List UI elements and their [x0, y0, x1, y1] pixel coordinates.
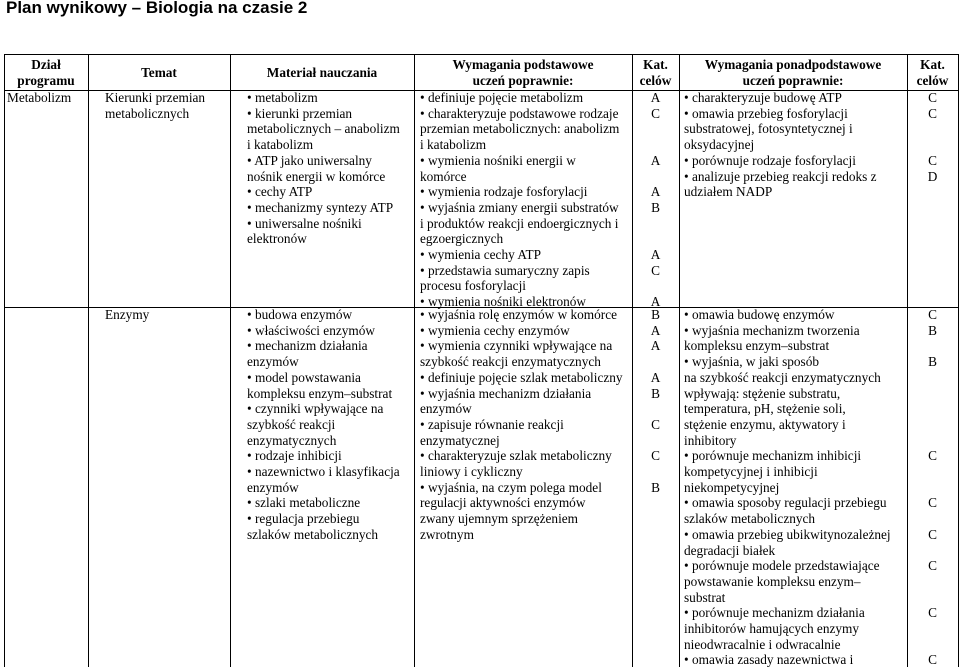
cell-line: substratowej, fotosyntetycznej i — [684, 121, 853, 137]
cell-line: C — [928, 652, 937, 668]
cell-line: • porównuje mechanizm inhibicji — [684, 448, 862, 464]
cell-line: niekompetycyjnej — [684, 479, 780, 495]
cell-line: i katabolizm — [420, 137, 487, 153]
header-wymagania-ponadpodstawowe — [679, 57, 907, 89]
row-2-material — [247, 307, 400, 543]
cell-line: Enzymy — [105, 307, 150, 322]
cell-line: metabolicznych – anabolizm — [247, 121, 400, 137]
cell-line — [907, 480, 958, 496]
cell-line — [632, 511, 679, 527]
cell-line: • uniwersalne nośniki — [247, 215, 362, 231]
row-1-kat-2 — [907, 90, 958, 200]
header-ponad-line: Wymagania ponadpodstawowe — [704, 57, 882, 72]
cell-line: • porównuje modele przedstawiające — [684, 558, 880, 574]
cell-line: kompleksu enzym–substrat — [684, 338, 830, 354]
cell-line: C — [651, 262, 660, 278]
cell-line: A — [650, 338, 661, 354]
cell-line — [632, 495, 679, 511]
cell-line: zwrotnym — [420, 526, 474, 542]
cell-line: temperatura, pH, stężenie soli, — [684, 401, 846, 417]
header-material: Materiał nauczania — [266, 65, 378, 80]
header-dzial-line: Dział — [31, 57, 61, 72]
cell-line: • przedstawia sumaryczny zapis — [420, 262, 590, 278]
row-1-temat — [105, 90, 205, 121]
cell-line: A — [650, 152, 661, 168]
cell-line — [7, 307, 10, 323]
cell-line: • porównuje mechanizm działania — [684, 605, 865, 621]
cell-line: C — [928, 495, 937, 511]
cell-line: • regulacja przebiegu — [247, 511, 360, 527]
cell-line: • omawia budowę enzymów — [684, 307, 835, 322]
cell-line: • wymienia czynniki wpływające na — [420, 338, 613, 354]
header-podst-line: Wymagania podstawowe — [452, 57, 594, 72]
cell-line — [907, 464, 958, 480]
cell-line: B — [928, 322, 937, 338]
cell-line: • definiuje pojęcie metabolizm — [420, 90, 584, 105]
cell-line: nośnik energii w komórce — [247, 168, 386, 184]
cell-line: • model powstawania — [247, 369, 361, 385]
cell-line: • charakteryzuje szlak metaboliczny — [420, 448, 612, 464]
cell-line: C — [928, 90, 937, 105]
cell-line: liniowy i cykliczny — [420, 464, 523, 480]
cell-line: • analizuje przebieg reakcji redoks z — [684, 168, 877, 184]
cell-line: • ATP jako uniwersalny — [247, 152, 372, 168]
cell-line: inhibitory — [684, 432, 737, 448]
cell-line: • wyjaśnia, na czym polega model — [420, 479, 602, 495]
cell-line: i produktów reakcji endoergicznych i — [420, 215, 619, 231]
cell-line: regulacji aktywności enzymów — [420, 495, 586, 511]
cell-line: C — [928, 448, 937, 464]
cell-line — [907, 590, 958, 606]
cell-line — [907, 121, 958, 137]
cell-line: • wymienia rodzaje fosforylacji — [420, 184, 588, 200]
cell-line: C — [928, 152, 937, 168]
cell-line: A — [650, 322, 661, 338]
cell-line: enzymatycznych — [247, 432, 337, 448]
cell-line: szlaków metabolicznych — [247, 526, 379, 542]
cell-line: C — [651, 105, 660, 121]
cell-line: • kierunki przemian — [247, 105, 353, 121]
cell-line: udziałem NADP — [684, 184, 773, 200]
col-border-2 — [230, 54, 231, 667]
col-border-0 — [4, 54, 5, 667]
cell-line — [907, 370, 958, 386]
cell-line: B — [651, 385, 660, 401]
cell-line: substrat — [684, 589, 726, 605]
cell-line: • szlaki metaboliczne — [247, 495, 361, 511]
cell-line: • omawia zasady nazewnictwa i — [684, 652, 854, 668]
header-ponad-line: uczeń poprawnie: — [742, 73, 844, 88]
cell-line: enzymów — [247, 479, 299, 495]
cell-line: elektronów — [247, 231, 307, 247]
cell-line — [632, 231, 679, 247]
cell-line: szybkość reakcji enzymatycznych — [420, 354, 601, 370]
cell-line: • wymienia cechy enzymów — [420, 322, 570, 338]
cell-line: • rodzaje inhibicji — [247, 448, 342, 464]
col-border-7 — [958, 54, 959, 667]
cell-line: oksydacyjnej — [684, 137, 755, 153]
cell-line: • wyjaśnia mechanizm tworzenia — [684, 322, 860, 338]
row-2-wymagania-ponadpodstawowe — [684, 307, 891, 668]
cell-line: • omawia przebieg ubikwitynozależnej — [684, 526, 891, 542]
cell-line: • wyjaśnia zmiany energii substratów — [420, 199, 619, 215]
cell-line: szybkość reakcji — [247, 416, 336, 432]
cell-line — [632, 464, 679, 480]
cell-line: A — [650, 184, 661, 200]
cell-line: • omawia przebieg fosforylacji — [684, 105, 848, 121]
cell-line: • mechanizmy syntezy ATP — [247, 199, 394, 215]
cell-line: A — [650, 369, 661, 385]
cell-line: B — [928, 354, 937, 370]
cell-line: • wyjaśnia rolę enzymów w komórce — [420, 307, 618, 322]
cell-line: wpływają: stężenie substratu, — [684, 385, 841, 401]
header-wymagania-podstawowe — [414, 57, 632, 89]
row-2-wymagania-podstawowe — [420, 307, 623, 543]
cell-line: • wymienia nośniki elektronów — [420, 294, 587, 310]
cell-line: C — [928, 105, 937, 121]
cell-line: • charakteryzuje budowę ATP — [684, 90, 842, 105]
cell-line: • wymienia nośniki energii w — [420, 152, 576, 168]
cell-line: D — [927, 168, 938, 184]
cell-line: metabolicznych — [105, 105, 190, 121]
cell-line — [632, 527, 679, 543]
cell-line: • nazewnictwo i klasyfikacja — [247, 464, 400, 480]
cell-line: komórce — [420, 168, 467, 184]
cell-line: • wyjaśnia, w jaki sposób — [684, 354, 820, 370]
header-dzial-line: programu — [17, 73, 75, 88]
cell-line: C — [928, 526, 937, 542]
cell-line: • porównuje rodzaje fosforylacji — [684, 152, 856, 168]
cell-line — [632, 401, 679, 417]
cell-line — [632, 354, 679, 370]
cell-line — [907, 184, 958, 200]
cell-line: zwany ujemnym sprzężeniem — [420, 511, 579, 527]
table-top-border — [4, 54, 959, 55]
cell-line — [907, 511, 958, 527]
cell-line: i katabolizm — [247, 137, 314, 153]
cell-line: egzoergicznych — [420, 231, 504, 247]
col-border-5 — [679, 54, 680, 667]
header-kat1-line: celów — [639, 73, 672, 88]
cell-line: C — [651, 448, 660, 464]
cell-line — [907, 621, 958, 637]
row-1-material — [247, 90, 400, 247]
header-kat-1 — [632, 57, 679, 89]
cell-line: B — [651, 199, 660, 215]
cell-line: B — [651, 479, 660, 495]
cell-line: A — [650, 294, 661, 310]
cell-line — [907, 543, 958, 559]
cell-line: C — [928, 558, 937, 574]
cell-line: • budowa enzymów — [247, 307, 353, 322]
cell-line: przemian metabolicznych: anabolizm — [420, 121, 620, 137]
cell-line: powstawanie kompleksu enzym– — [684, 573, 861, 589]
row-2-temat — [105, 307, 149, 323]
document-title: Plan wynikowy – Biologia na czasie 2 — [6, 0, 308, 17]
cell-line: procesu fosforylacji — [420, 278, 526, 294]
header-kat2-line: Kat. — [920, 57, 945, 72]
header-podst-line: uczeń poprawnie: — [472, 73, 574, 88]
cell-line: kompleksu enzym–substrat — [247, 385, 393, 401]
cell-line: Metabolizm — [7, 90, 72, 105]
cell-line — [907, 401, 958, 417]
cell-line: na szybkość reakcji enzymatycznych — [684, 369, 881, 385]
cell-line — [907, 386, 958, 402]
row-1-dzial — [7, 90, 71, 106]
cell-line: • czynniki wpływające na — [247, 401, 384, 417]
cell-line: enzymatycznej — [420, 432, 500, 448]
cell-line — [907, 433, 958, 449]
cell-line: • cechy ATP — [247, 184, 313, 200]
cell-line: A — [650, 247, 661, 263]
cell-line: • zapisuje równanie reakcji — [420, 416, 564, 432]
header-dzial — [4, 57, 88, 89]
row-1-wymagania-ponadpodstawowe — [684, 90, 877, 200]
col-border-3 — [414, 54, 415, 667]
cell-line: A — [650, 90, 661, 105]
cell-line: kompetycyjnej i inhibicji — [684, 464, 818, 480]
cell-line: inhibitorów hamujących enzymy — [684, 621, 860, 637]
cell-line: degradacji białek — [684, 542, 776, 558]
cell-line: • charakteryzuje podstawowe rodzaje — [420, 105, 619, 121]
header-kat2-line: celów — [916, 73, 949, 88]
col-border-1 — [88, 54, 89, 667]
cell-line: • wyjaśnia mechanizm działania — [420, 385, 592, 401]
cell-line: enzymów — [420, 401, 472, 417]
row-2-kat-1 — [632, 307, 679, 543]
cell-line — [632, 137, 679, 153]
cell-line: B — [651, 307, 660, 322]
cell-line: nieodwracalnie i odwracalnie — [684, 636, 841, 652]
cell-line: szlaków metabolicznych — [684, 511, 816, 527]
row-1-kat-1 — [632, 90, 679, 310]
header-temat: Temat — [141, 65, 177, 80]
header-kat-2 — [907, 57, 958, 89]
cell-line — [632, 169, 679, 185]
cell-line: • mechanizm działania — [247, 338, 368, 354]
cell-line — [632, 121, 679, 137]
cell-line: Kierunki przemian — [105, 90, 206, 105]
header-kat1-line: Kat. — [643, 57, 668, 72]
cell-line — [907, 137, 958, 153]
cell-line: • metabolizm — [247, 90, 318, 105]
cell-line: • definiuje pojęcie szlak metaboliczny — [420, 369, 623, 385]
cell-line — [632, 433, 679, 449]
cell-line — [907, 417, 958, 433]
cell-line: stężenie enzymu, aktywatory i — [684, 416, 846, 432]
cell-line — [632, 216, 679, 232]
cell-line: enzymów — [247, 354, 299, 370]
row-1-wymagania-podstawowe — [420, 90, 619, 310]
cell-line: C — [928, 605, 937, 621]
cell-line: • wymienia cechy ATP — [420, 247, 541, 263]
cell-line: • właściwości enzymów — [247, 322, 375, 338]
row-2-dzial — [7, 307, 10, 323]
cell-line — [907, 574, 958, 590]
cell-line: C — [651, 416, 660, 432]
cell-line: • omawia sposoby regulacji przebiegu — [684, 495, 887, 511]
cell-line — [907, 338, 958, 354]
cell-line: C — [928, 307, 937, 322]
cell-line — [907, 637, 958, 653]
row-2-kat-2 — [907, 307, 958, 668]
cell-line — [632, 278, 679, 294]
